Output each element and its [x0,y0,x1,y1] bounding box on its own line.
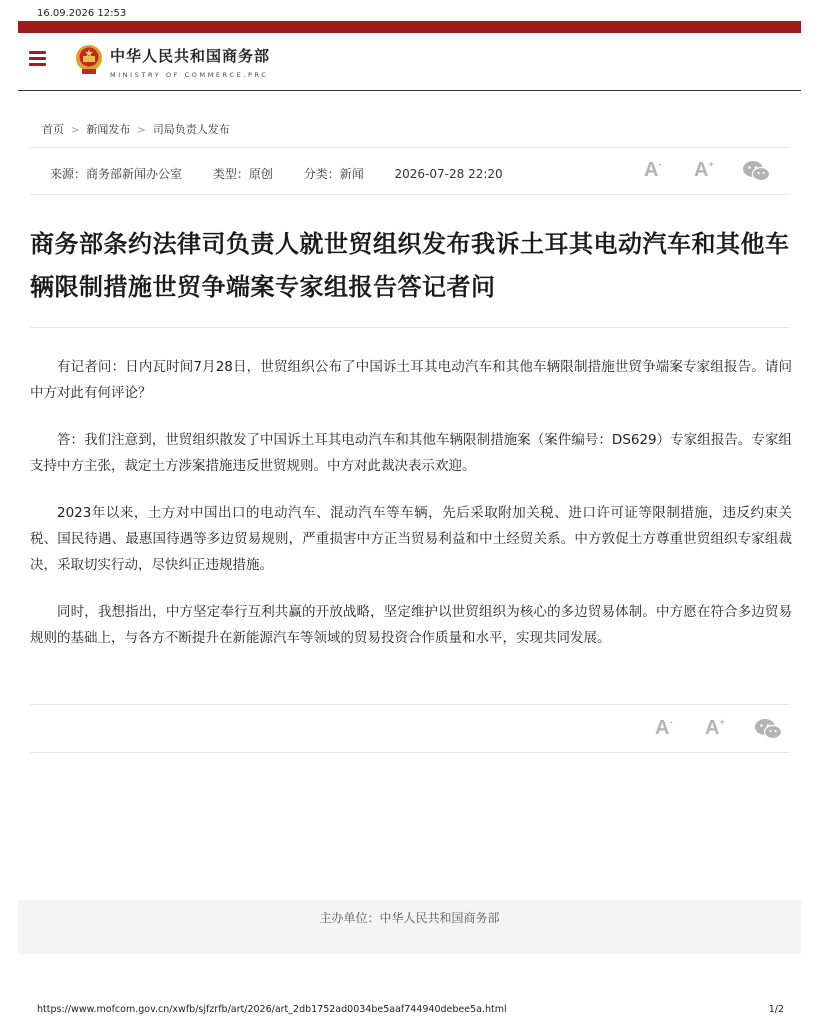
font-decrease-button-bottom[interactable]: A- [655,716,673,739]
wechat-icon[interactable] [754,718,782,740]
article-body [30,354,792,672]
breadcrumb-department[interactable]: 司局负责人发布 [152,123,230,136]
breadcrumb-news[interactable]: 新闻发布 [86,123,131,136]
national-emblem-icon [74,42,104,76]
article-title: 商务部条约法律司负责人就世贸组织发布我诉土耳其电动汽车和其他车辆限制措施世贸争端案专家组报告答记者问 [30,230,790,301]
logo-english-name: MINISTRY OF COMMERCE.PRC [110,71,269,79]
meta-category: 分类：新闻 [303,167,364,181]
article-paragraph: 有记者问：日内瓦时间7月28日，世贸组织公布了中国诉土耳其电动汽车和其他车辆限制措施世贸争端案专家组报告。请问中方对此有何评论？ [30,359,792,401]
title-divider [30,327,790,328]
logo-chinese-name: 中华人民共和国商务部 [110,47,271,65]
article-paragraph: 同时，我想指出，中方坚定奉行互利共赢的开放战略，坚定维护以世贸组织为核心的多边贸易体制。中方愿在符合多边贸易规则的基础上，与各方不断提升在新能源汽车等领域的贸易投资合作质量和水平，实现共同发展。 [30,604,792,646]
article-tools-bar [30,704,790,753]
font-increase-button-bottom[interactable]: A+ [705,716,725,739]
hamburger-menu-icon[interactable] [29,51,46,66]
chevron-right-icon: > [71,125,80,136]
meta-source: 来源：商务部新闻办公室 [50,167,183,181]
meta-type: 类型：原创 [212,167,273,181]
print-timestamp: 16.09.2026 12:53 [37,8,127,19]
wechat-icon[interactable] [742,160,770,182]
site-footer [18,900,801,954]
article-paragraph: 答：我们注意到，世贸组织散发了中国诉土耳其电动汽车和其他车辆限制措施案（案件编号：DS629）专家组报告。专家组支持中方主张，裁定土方涉案措施违反世贸规则。中方对此裁决表示欢迎。 [30,432,792,474]
font-decrease-button[interactable]: A- [644,158,662,181]
article-paragraph: 2023年以来，土方对中国出口的电动汽车、混动汽车等车辆，先后采取附加关税、进口许可证等限制措施，违反约束关税、国民待遇、最惠国待遇等多边贸易规则，严重损害中方正当贸易利益和中土经贸关系。中方敦促土方尊重世贸组织专家组裁决，采取切实行动，尽快纠正违规措施。 [30,505,792,573]
footer-sponsor: 主办单位：中华人民共和国商务部 [319,911,500,925]
article-meta-bar [30,147,790,195]
print-url: https://www.mofcom.gov.cn/xwfb/sjfzrfb/art/2026/art_2db1752ad0034be5aaf744940debee5a.html [37,1004,507,1015]
print-page-number: 1/2 [768,1004,784,1015]
breadcrumb-home[interactable]: 首页 [42,123,64,136]
breadcrumb [42,121,230,137]
font-increase-button[interactable]: A+ [694,158,714,181]
chevron-right-icon: > [137,125,146,136]
site-logo[interactable] [110,45,270,79]
site-header [18,33,801,91]
top-red-bar [18,21,801,33]
meta-datetime: 2026-07-28 22:20 [394,167,503,181]
